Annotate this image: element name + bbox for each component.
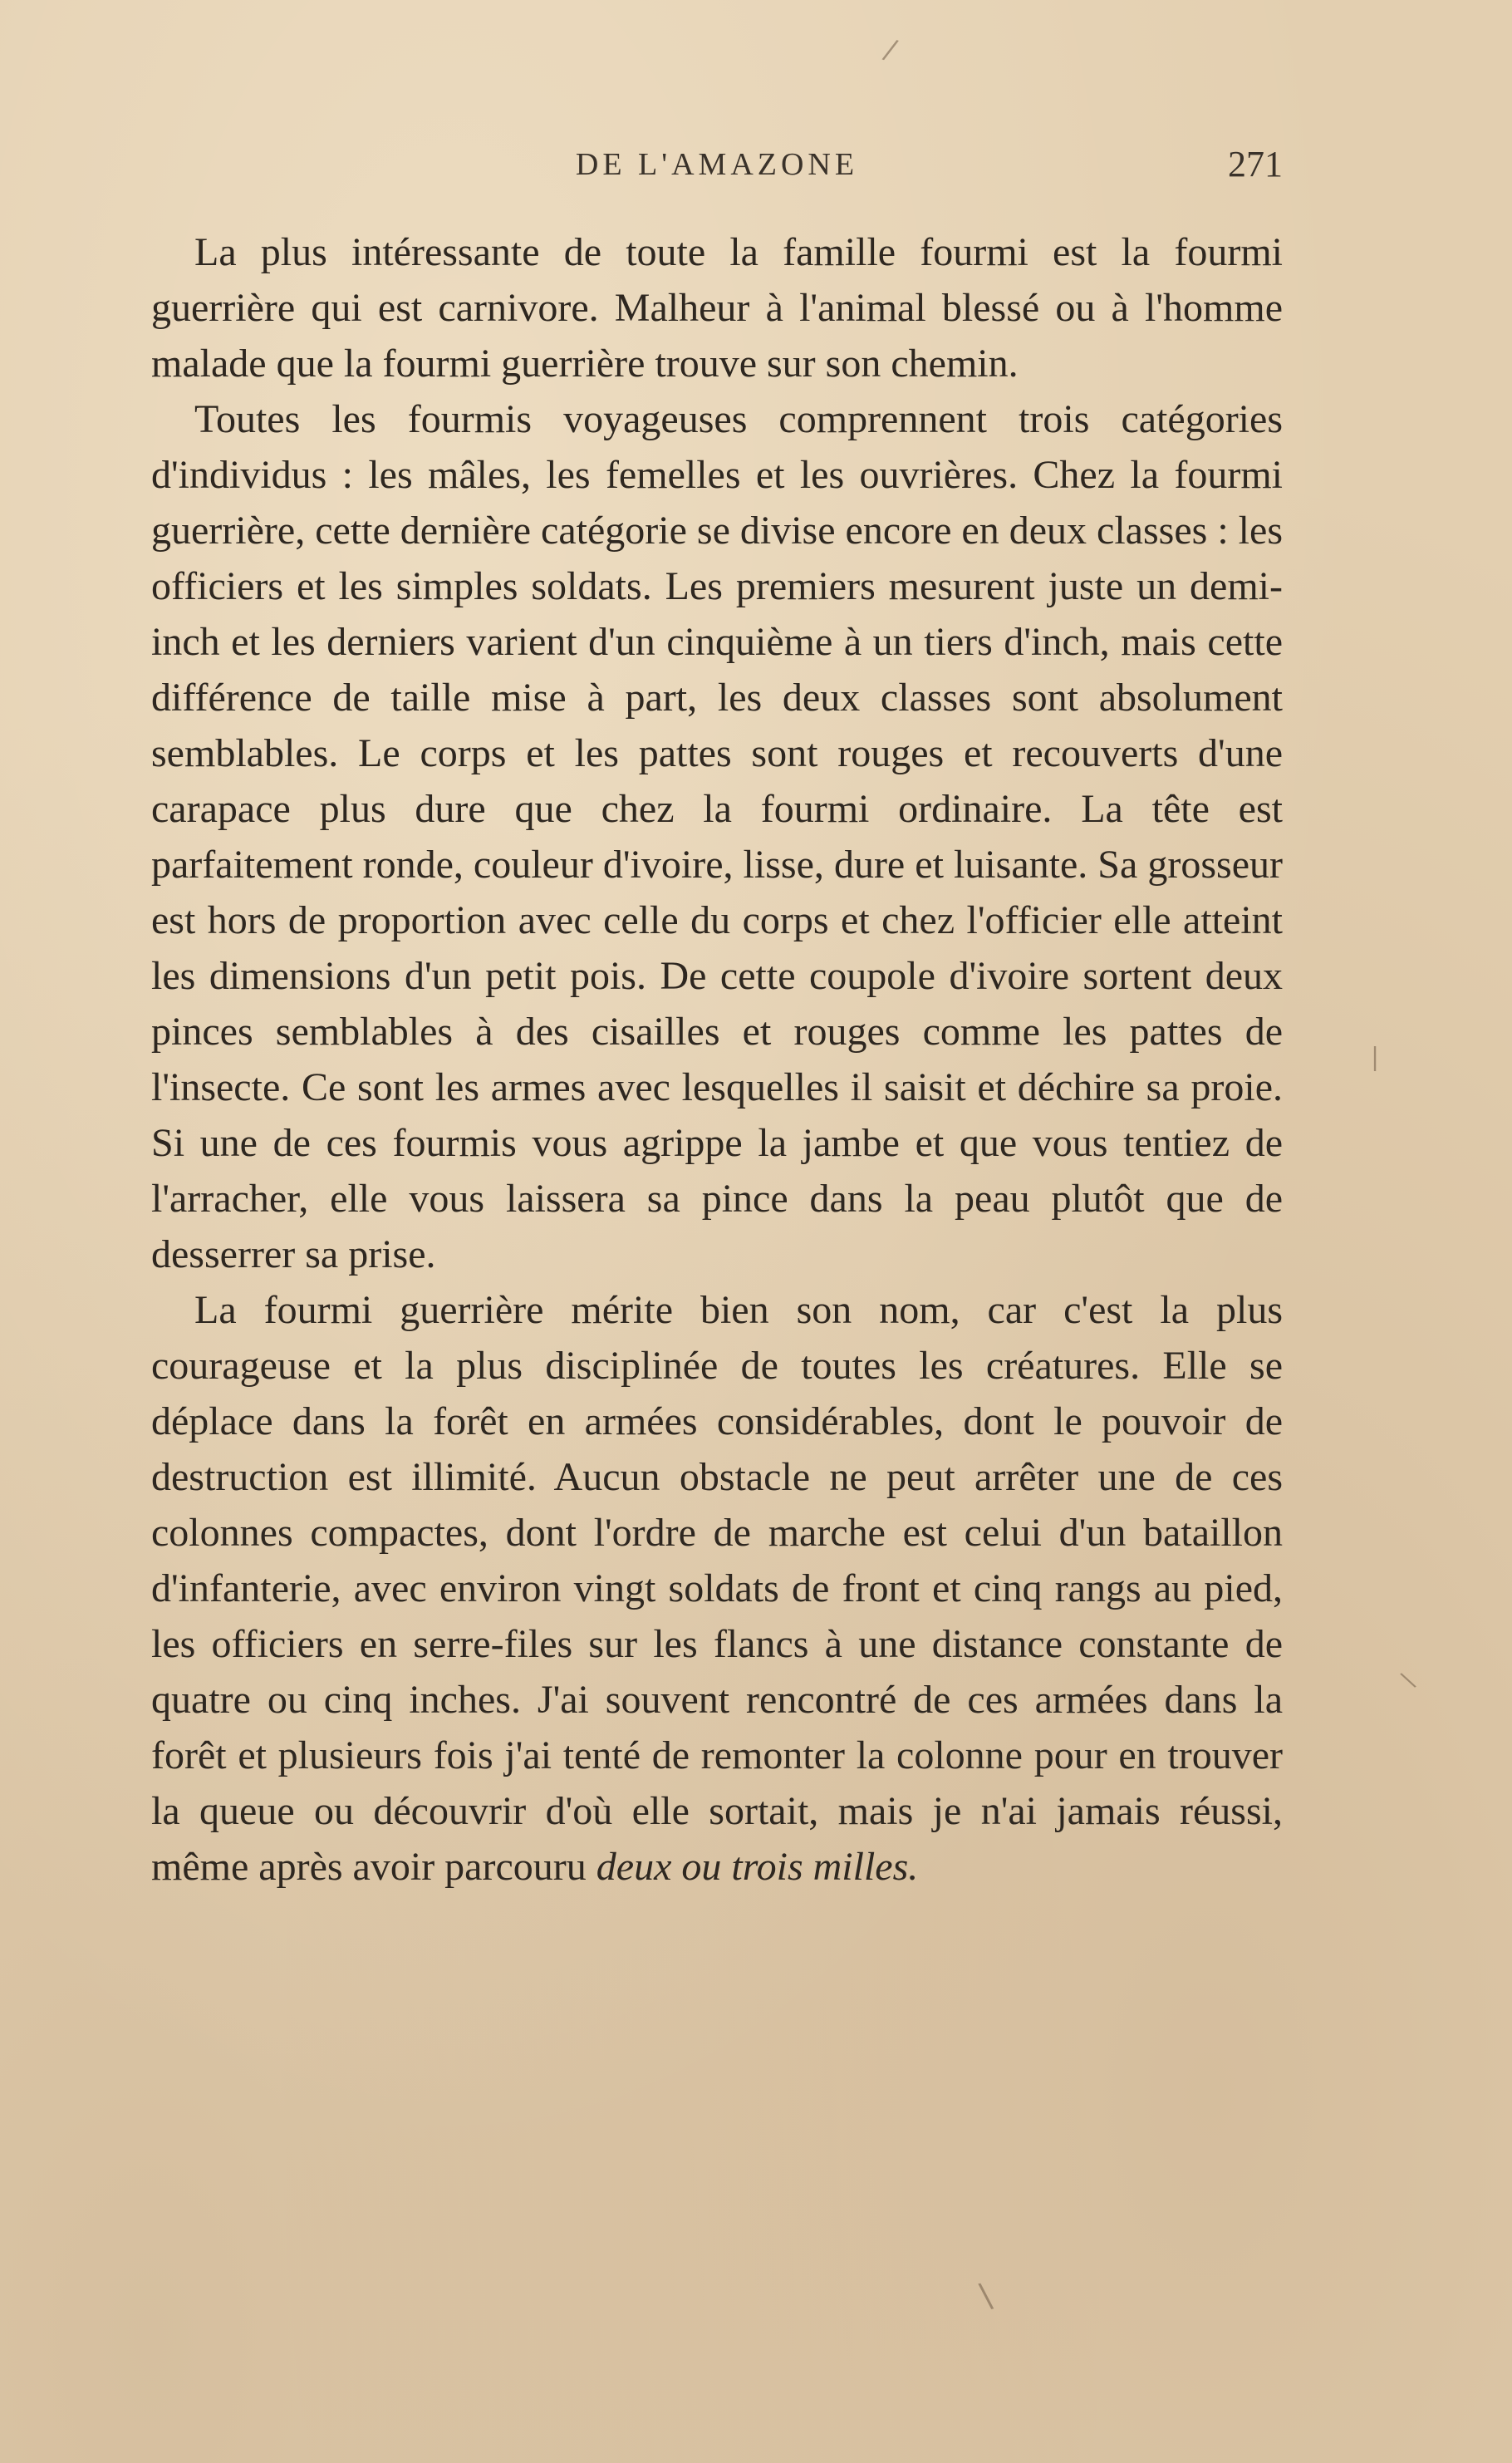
paper-mark: \ — [977, 2276, 995, 2316]
body-text — [151, 224, 1283, 1895]
paragraph-2-text: Toutes les fourmis voyageuses comprennent trois catégories d'individus : les mâles, les femelles et les ouvrières. Chez la fourmi guerrière, cette dernière catégorie se divise encore en deux classes : les officiers et les simples soldats. Les premiers mesurent juste un demi-inch et les derniers varient d'un cinquième à un tiers d'inch, mais cette différence de taille mise à part, les deux classes sont absolument semblables. Le corps et les pattes sont rouges et recouverts d'une carapace plus dure que chez la fourmi ordinaire. La tête est parfaitement ronde, couleur d'ivoire, lisse, dure et luisante. Sa grosseur est hors de proportion avec celle du corps et chez l'officier elle atteint les dimensions d'un petit pois. De cette coupole d'ivoire sortent deux pinces semblables à des cisailles et rouges comme les pattes de l'insecte. Ce sont les armes avec lesquelles il saisit et déchire sa proie. Si une de ces fourmis vous agrippe la jambe et que vous tentiez de l'arracher, elle vous laissera sa pince dans la peau plutôt que de desserrer sa prise. — [151, 397, 1283, 1276]
paper-mark: / — [880, 32, 901, 67]
paragraph-2 — [151, 391, 1283, 1282]
running-title: DE L'AMAZONE — [575, 147, 859, 182]
paper-mark: | — [1371, 1043, 1380, 1072]
paper-mark: \ — [1397, 1665, 1419, 1694]
running-head — [151, 146, 1283, 193]
paragraph-1 — [151, 224, 1283, 391]
paragraph-3-text: La fourmi guerrière mérite bien son nom, car c'est la plus courageuse et la plus disciplinée de toutes les créatures. Elle se déplace dans la forêt en armées considérables, dont le pouvoir de destruction est illimité. Aucun obstacle ne peut arrêter une de ces colonnes compactes, dont l'ordre de marche est celui d'un bataillon d'infanterie, avec environ vingt soldats de front et cinq rangs au pied, les officiers en serre-files sur les flancs à une distance constante de quatre ou cinq inches. J'ai souvent rencontré de ces armées dans la forêt et plusieurs fois j'ai tenté de remonter la colonne pour en trouver la queue ou découvrir d'où elle sortait, mais je n'ai jamais réussi, même après avoir parcouru — [151, 1288, 1283, 1889]
paragraph-1-text: La plus intéressante de toute la famille fourmi est la fourmi guerrière qui est carnivore. Malheur à l'animal blessé ou à l'homme malade que la fourmi guerrière trouve sur son chemin. — [151, 230, 1283, 386]
page-number: 271 — [1228, 144, 1283, 184]
paragraph-3 — [151, 1282, 1283, 1895]
paragraph-3-italic-tail: deux ou trois milles. — [596, 1845, 919, 1889]
